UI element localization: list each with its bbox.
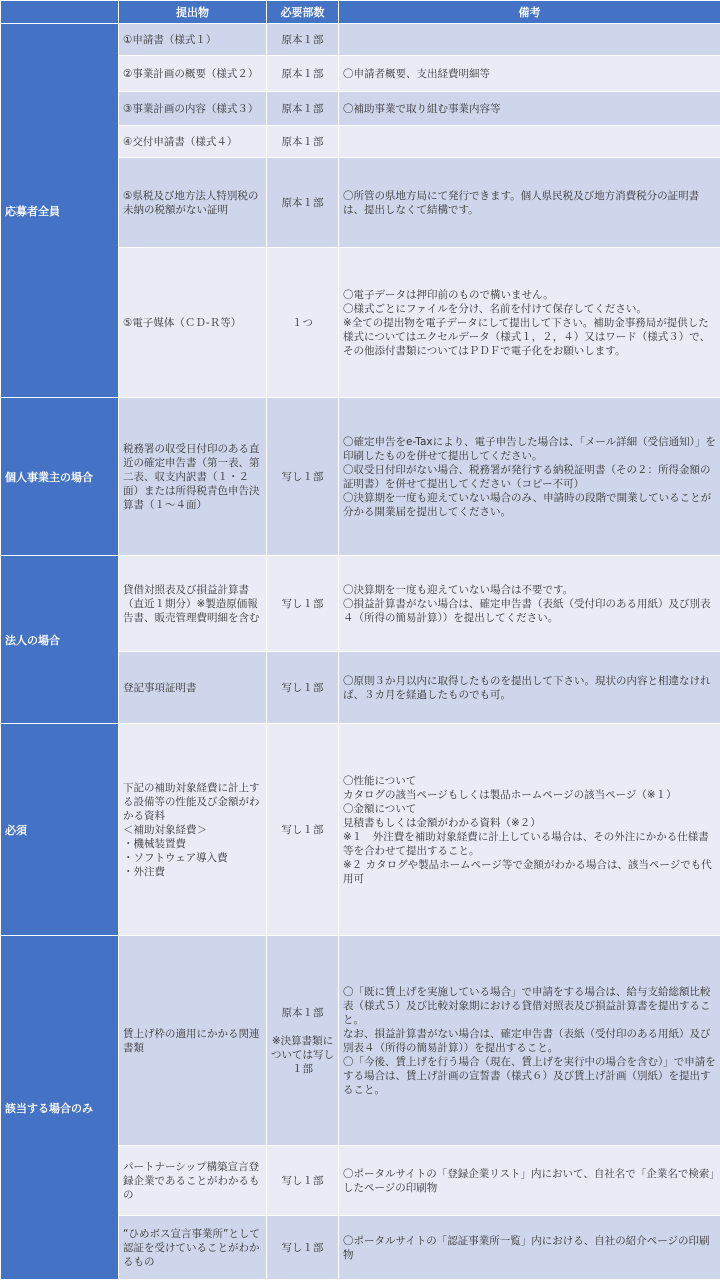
note-line: ※全ての提出物を電子データにして提出して下さい。補助金事務局が提供した様式についてはエクセルデータ（様式１，２，４）又はワード（様式３）で、その他添付書類についてはＰＤＦで電子化をお願いします。	[343, 316, 711, 357]
table-row	[1, 556, 720, 652]
table-row	[1, 936, 720, 1146]
item-cell: 税務署の収受日付印のある直近の確定申告書（第一表、第二表、収支内訳書（１・２面）または所得税青色申告決算書（１～４面）	[119, 398, 267, 556]
table-row	[1, 24, 720, 56]
item-cell: パートナーシップ構築宣言登録企業であることがわかるもの	[119, 1146, 267, 1216]
note-cell	[339, 556, 720, 652]
note-line: 〇所管の県地方局にて発行できます。個人県民税及び地方消費税分の証明書は、提出しなくて結構です。	[343, 189, 700, 216]
note-cell	[339, 248, 720, 398]
note-line: 〇申請者概要、支出経費明細等	[343, 67, 490, 80]
item-cell: “ひめボス宣言事業所”として認証を受けていることがわかるもの	[119, 1216, 267, 1280]
quantity-cell: １つ	[267, 248, 339, 398]
category-corporation: 法人の場合	[1, 556, 119, 724]
item-cell: ⑤県税及び地方法人特別税の未納の税額がない証明	[119, 158, 267, 248]
item-cell: 登記事項証明書	[119, 652, 267, 724]
item-cell: ③事業計画の内容（様式３）	[119, 92, 267, 126]
note-line: 見積書もしくは金額がわかる資料（※２）	[343, 816, 541, 829]
note-line: 〇決算期を一度も迎えていない場合は不要です。	[343, 583, 574, 596]
note-cell	[339, 1216, 720, 1280]
note-line: 〇性能について	[343, 774, 417, 787]
quantity-cell: 写し１部	[267, 1216, 339, 1280]
note-cell	[339, 24, 720, 56]
item-cell: 下記の補助対象経費に計上する設備等の性能及び金額がわかる資料 ＜補助対象経費＞ ・機械装置費 ・ソフトウェア導入費 ・外注費	[119, 724, 267, 936]
note-line: 〇収受日付印がない場合、税務署が発行する納税証明書（その２：所得金額の証明書）を併せて提出してください（コピー不可）	[343, 463, 711, 490]
note-line: ※１ 外注費を補助対象経費に計上している場合は、その外注にかかる仕様書等を合わせて提出すること。	[343, 830, 709, 857]
header-quantity: 必要部数	[267, 1, 339, 24]
note-line: 〇決算期を一度も迎えていない場合のみ、申請時の段階で開業していることが分かる開業届を提出してください。	[343, 491, 712, 518]
quantity-cell: 原本１部	[267, 126, 339, 158]
note-cell	[339, 398, 720, 556]
category-required: 必須	[1, 724, 119, 936]
header-category	[1, 1, 119, 24]
quantity-cell: 写し１部	[267, 1146, 339, 1216]
quantity-cell: 写し１部	[267, 556, 339, 652]
note-line: 〇補助事業で取り組む事業内容等	[343, 102, 501, 115]
note-line: 〇金額について	[343, 802, 417, 815]
quantity-cell: 写し１部	[267, 652, 339, 724]
item-cell: 賃上げ枠の適用にかかる関連書類	[119, 936, 267, 1146]
category-sole-proprietor: 個人事業主の場合	[1, 398, 119, 556]
note-cell	[339, 724, 720, 936]
quantity-cell	[267, 936, 339, 1146]
note-line: カタログの該当ページもしくは製品ホームページの該当ページ（※１）	[343, 788, 677, 801]
quantity-line: 原本１部	[281, 1006, 324, 1019]
note-line: 〇原則３か月以内に取得したものを提出して下さい。現状の内容と相違なければ、３カ月を経過したものでも可。	[343, 674, 711, 701]
quantity-cell: 写し１部	[267, 398, 339, 556]
header-notes: 備考	[339, 1, 720, 24]
quantity-cell: 原本１部	[267, 158, 339, 248]
quantity-cell: 原本１部	[267, 24, 339, 56]
note-cell	[339, 158, 720, 248]
note-line: 〇「既に賃上げを実施している場合」で申請をする場合は、給与支給総額比較表（様式５）及び比較対象期における貸借対照表及び損益計算書を提出すること。	[343, 985, 711, 1026]
note-cell	[339, 92, 720, 126]
note-line: なお、損益計算書がない場合は、確定申告書（表紙（受付印のある用紙）及び別表４（所得の簡易計算））を提出すること。	[343, 1027, 711, 1054]
quantity-cell: 写し１部	[267, 724, 339, 936]
table-row	[1, 724, 720, 936]
item-cell: ①申請書（様式１）	[119, 24, 267, 56]
note-line: 〇様式ごとにファイルを分け、名前を付けて保存してください。	[343, 302, 647, 315]
note-cell	[339, 652, 720, 724]
note-cell	[339, 126, 720, 158]
note-line: 〇損益計算書がない場合は、確定申告書（表紙（受付印のある用紙）及び別表４（所得の簡易計算））を提出してください。	[343, 597, 711, 624]
item-cell: ②事業計画の概要（様式２）	[119, 56, 267, 92]
note-cell	[339, 56, 720, 92]
note-line: 〇ポータルサイトの「登録企業リスト」内において、自社名で「企業名で検索」したページの印刷物	[343, 1167, 715, 1194]
table-row	[1, 398, 720, 556]
category-all-applicants: 応募者全員	[1, 24, 119, 398]
note-line: 〇確定申告をe-Taxにより、電子申告した場合は、「メール詳細（受信通知）」を印刷したものを併せて提出してください。	[343, 435, 716, 462]
header-item: 提出物	[119, 1, 267, 24]
note-cell	[339, 1146, 720, 1216]
item-cell: 貸借対照表及び損益計算書（直近１期分）※製造原価報告書、販売管理費明細を含む	[119, 556, 267, 652]
quantity-cell: 原本１部	[267, 56, 339, 92]
item-cell: ④交付申請書（様式４）	[119, 126, 267, 158]
quantity-cell: 原本１部	[267, 92, 339, 126]
table-header-row	[1, 1, 720, 24]
note-line: 〇ポータルサイトの「認証事業所一覧」内における、自社の紹介ページの印刷物	[343, 1234, 710, 1261]
note-line: 〇「今後、賃上げを行う場合（現在、賃上げを実行中の場合を含む）」で申請をする場合は、賃上げ計画の宣誓書（様式６）及び賃上げ計画（別紙）を提出すること。	[343, 1055, 716, 1096]
quantity-note: ※決算書類については写し１部	[271, 1034, 334, 1075]
note-cell	[339, 936, 720, 1146]
note-line: 〇電子データは押印前のもので構いません。	[343, 288, 554, 301]
item-cell: ⑤電子媒体（ＣＤ-Ｒ等）	[119, 248, 267, 398]
note-line: ※２ カタログや製品ホームページ等で金額がわかる場合は、該当ページでも代用可	[343, 858, 712, 885]
category-applicable-only: 該当する場合のみ	[1, 936, 119, 1280]
